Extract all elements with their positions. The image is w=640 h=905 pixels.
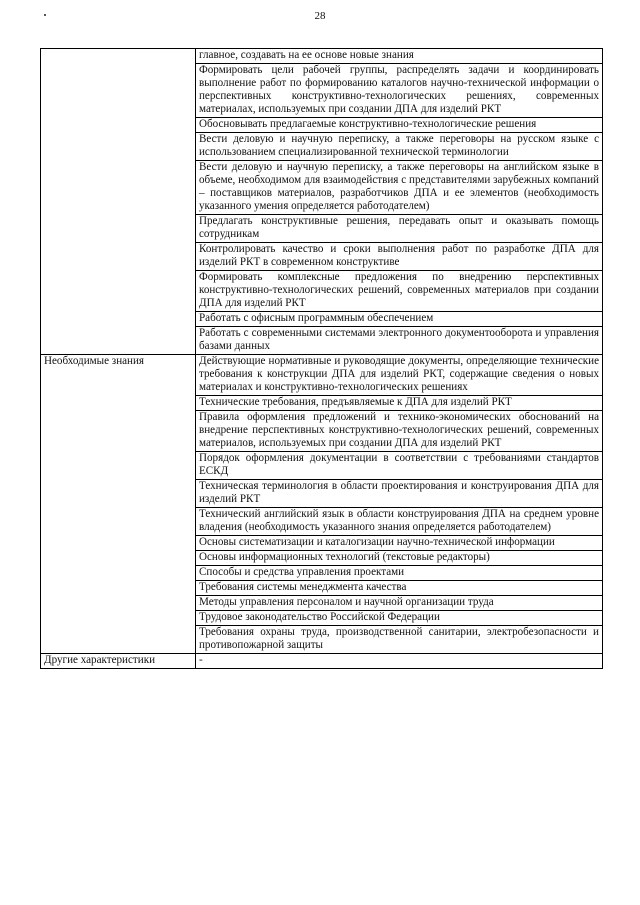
- requirement-item: Формировать комплексные предложения по внедрению перспективных конструктивно-технологических решений, современных материалов при создании ДПА для изделий РКТ: [196, 271, 603, 312]
- requirement-item: Работать с офисным программным обеспечением: [196, 312, 603, 327]
- requirement-item: Правила оформления предложений и технико-экономических обоснований на внедрение перспективных конструктивно-технологических решений, современных материалов, используемых при создании ДПА для изделий РКТ: [196, 411, 603, 452]
- requirement-item: Методы управления персоналом и научной организации труда: [196, 596, 603, 611]
- requirement-item: Требования охраны труда, производственной санитарии, электробезопасности и противопожарной защиты: [196, 626, 603, 654]
- section-label: [41, 49, 196, 355]
- requirement-item: Контролировать качество и сроки выполнения работ по разработке ДПА для изделий РКТ в современном конструктиве: [196, 243, 603, 271]
- requirement-item: Основы информационных технологий (текстовые редакторы): [196, 551, 603, 566]
- table-row: [41, 355, 603, 396]
- section-label: Необходимые знания: [41, 355, 196, 654]
- requirement-item: Вести деловую и научную переписку, а также переговоры на английском языке в объеме, необходимом для взаимодействия с представителями зарубежных компаний – поставщиков материалов, разработчиков ДПА и ее элементов (необходимость указанного умения определяется работодателем): [196, 161, 603, 215]
- requirement-item: Технический английский язык в области конструирования ДПА на среднем уровне владения (необходимость указанного знания определяется работодателем): [196, 508, 603, 536]
- requirement-item: Требования системы менеджмента качества: [196, 581, 603, 596]
- requirement-item: Технические требования, предъявляемые к ДПА для изделий РКТ: [196, 396, 603, 411]
- requirement-item: Основы систематизации и каталогизации научно-технической информации: [196, 536, 603, 551]
- requirement-item: Действующие нормативные и руководящие документы, определяющие технические требования к конструкции ДПА для изделий РКТ, содержащие сведения о новых материалах и конструктивно-технологических решениях: [196, 355, 603, 396]
- requirement-item: Вести деловую и научную переписку, а также переговоры на русском языке с использованием специализированной технической терминологии: [196, 133, 603, 161]
- qualification-table-body: [41, 49, 603, 669]
- requirement-item: -: [196, 654, 603, 669]
- requirement-item: Трудовое законодательство Российской Федерации: [196, 611, 603, 626]
- requirement-item: главное, создавать на ее основе новые знания: [196, 49, 603, 64]
- qualification-table: [40, 48, 603, 669]
- requirement-item: Порядок оформления документации в соответствии с требованиями стандартов ЕСКД: [196, 452, 603, 480]
- requirement-item: Обосновывать предлагаемые конструктивно-технологические решения: [196, 118, 603, 133]
- requirement-item: Техническая терминология в области проектирования и конструирования ДПА для изделий РКТ: [196, 480, 603, 508]
- page-number: 28: [314, 10, 326, 22]
- table-row: [41, 654, 603, 669]
- section-label: Другие характеристики: [41, 654, 196, 669]
- requirement-item: Работать с современными системами электронного документооборота и управления базами данных: [196, 327, 603, 355]
- requirement-item: Формировать цели рабочей группы, распределять задачи и координировать выполнение работ по формированию каталогов научно-технической информации о перспективных конструктивно-технологических решениях, современных материалах, используемых при создании ДПА для изделий РКТ: [196, 64, 603, 118]
- requirement-item: Предлагать конструктивные решения, передавать опыт и оказывать помощь сотрудникам: [196, 215, 603, 243]
- table-row: [41, 49, 603, 64]
- requirement-item: Способы и средства управления проектами: [196, 566, 603, 581]
